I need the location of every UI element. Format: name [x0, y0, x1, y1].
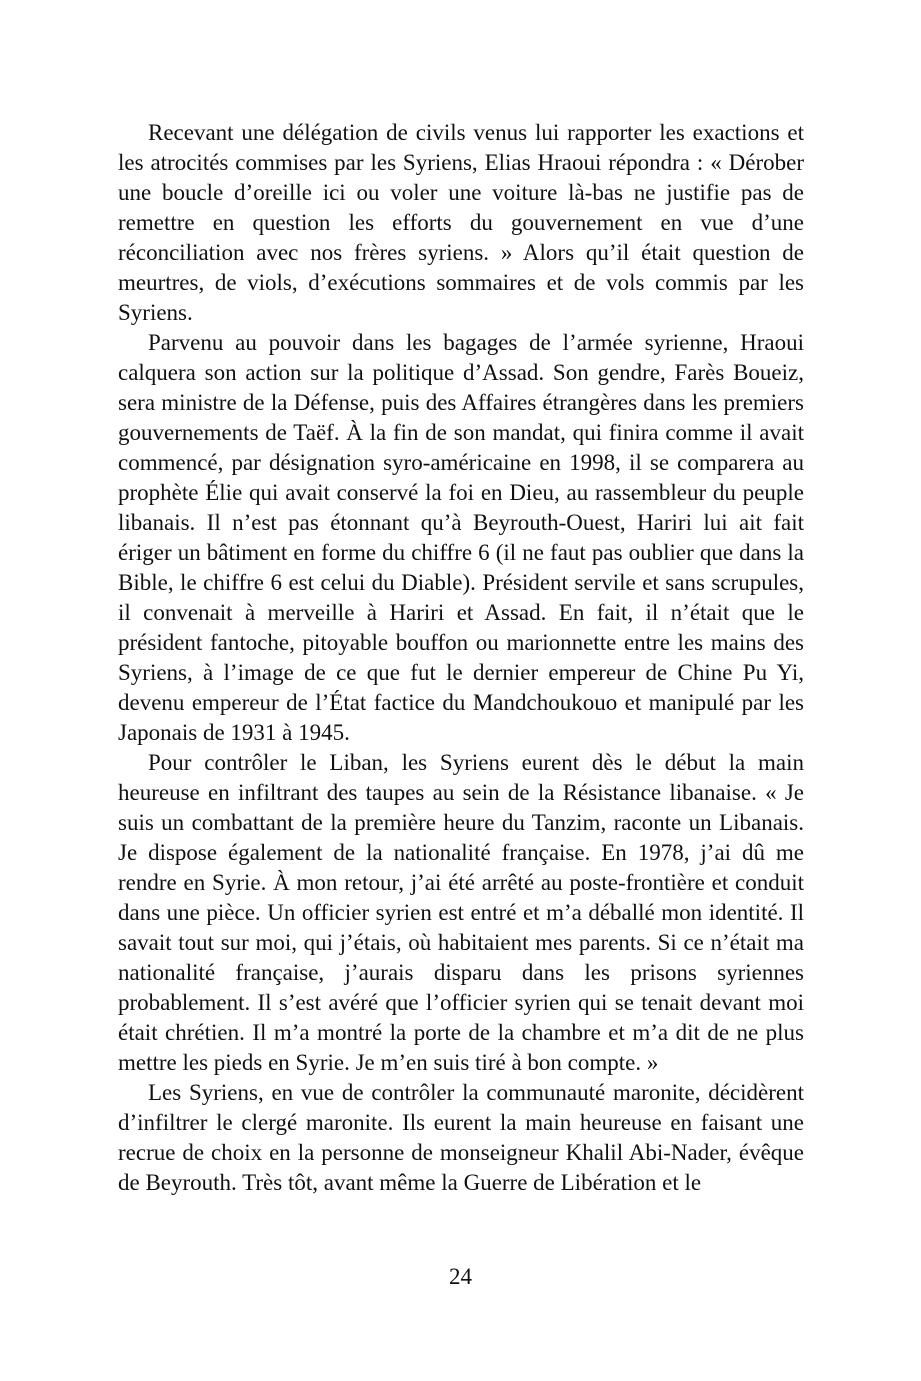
page-number: 24: [449, 1264, 472, 1289]
paragraph: Recevant une délégation de civils venus lui rapporter les exactions et les atrocités commises par les Syriens, Elias Hraoui répondra : « Dérober une boucle d’oreille ici ou voler une voiture là-bas ne justifie pas de remettre en question les efforts du gouvernement en vue d’une réconciliation avec nos frères syriens. » Alors qu’il était question de meurtres, de viols, d’exécutions sommaires et de vols commis par les Syriens.: [118, 120, 804, 325]
paragraph: Pour contrôler le Liban, les Syriens eurent dès le début la main heureuse en infiltrant des taupes au sein de la Résistance libanaise. « Je suis un combattant de la première heure du Tanzim, raconte un Libanais. Je dispose également de la nationalité française. En 1978, j’ai dû me rendre en Syrie. À mon retour, j’ai été arrêté au poste-frontière et conduit dans une pièce. Un officier syrien est entré et m’a déballé mon identité. Il savait tout sur moi, qui j’étais, où habitaient mes parents. Si ce n’était ma nationalité française, j’aurais disparu dans les prisons syriennes probablement. Il s’est avéré que l’officier syrien qui se tenait devant moi était chrétien. Il m’a montré la porte de la chambre et m’a dit de ne plus mettre les pieds en Syrie. Je m’en suis tiré à bon compte. »: [118, 750, 804, 1075]
body-text: [118, 118, 804, 1198]
paragraph: Parvenu au pouvoir dans les bagages de l’armée syrienne, Hraoui calquera son action sur la politique d’Assad. Son gendre, Farès Boueiz, sera ministre de la Défense, puis des Affaires étrangères dans les premiers gouvernements de Taëf. À la fin de son mandat, qui finira comme il avait commencé, par désignation syro-américaine en 1998, il se comparera au prophète Élie qui avait conservé la foi en Dieu, au rassembleur du peuple libanais. Il n’est pas étonnant qu’à Beyrouth-Ouest, Hariri lui ait fait ériger un bâtiment en forme du chiffre 6 (il ne faut pas oublier que dans la Bible, le chiffre 6 est celui du Diable). Président servile et sans scrupules, il convenait à merveille à Hariri et Assad. En fait, il n’était que le président fantoche, pitoyable bouffon ou marionnette entre les mains des Syriens, à l’image de ce que fut le dernier empereur de Chine Pu Yi, devenu empereur de l’État factice du Mandchoukouo et manipulé par les Japonais de 1931 à 1945.: [118, 330, 804, 745]
paragraph: Les Syriens, en vue de contrôler la communauté maronite, décidèrent d’infiltrer le clergé maronite. Ils eurent la main heureuse en faisant une recrue de choix en la personne de monseigneur Khalil Abi-Nader, évêque de Beyrouth. Très tôt, avant même la Guerre de Libération et le: [118, 1080, 804, 1195]
